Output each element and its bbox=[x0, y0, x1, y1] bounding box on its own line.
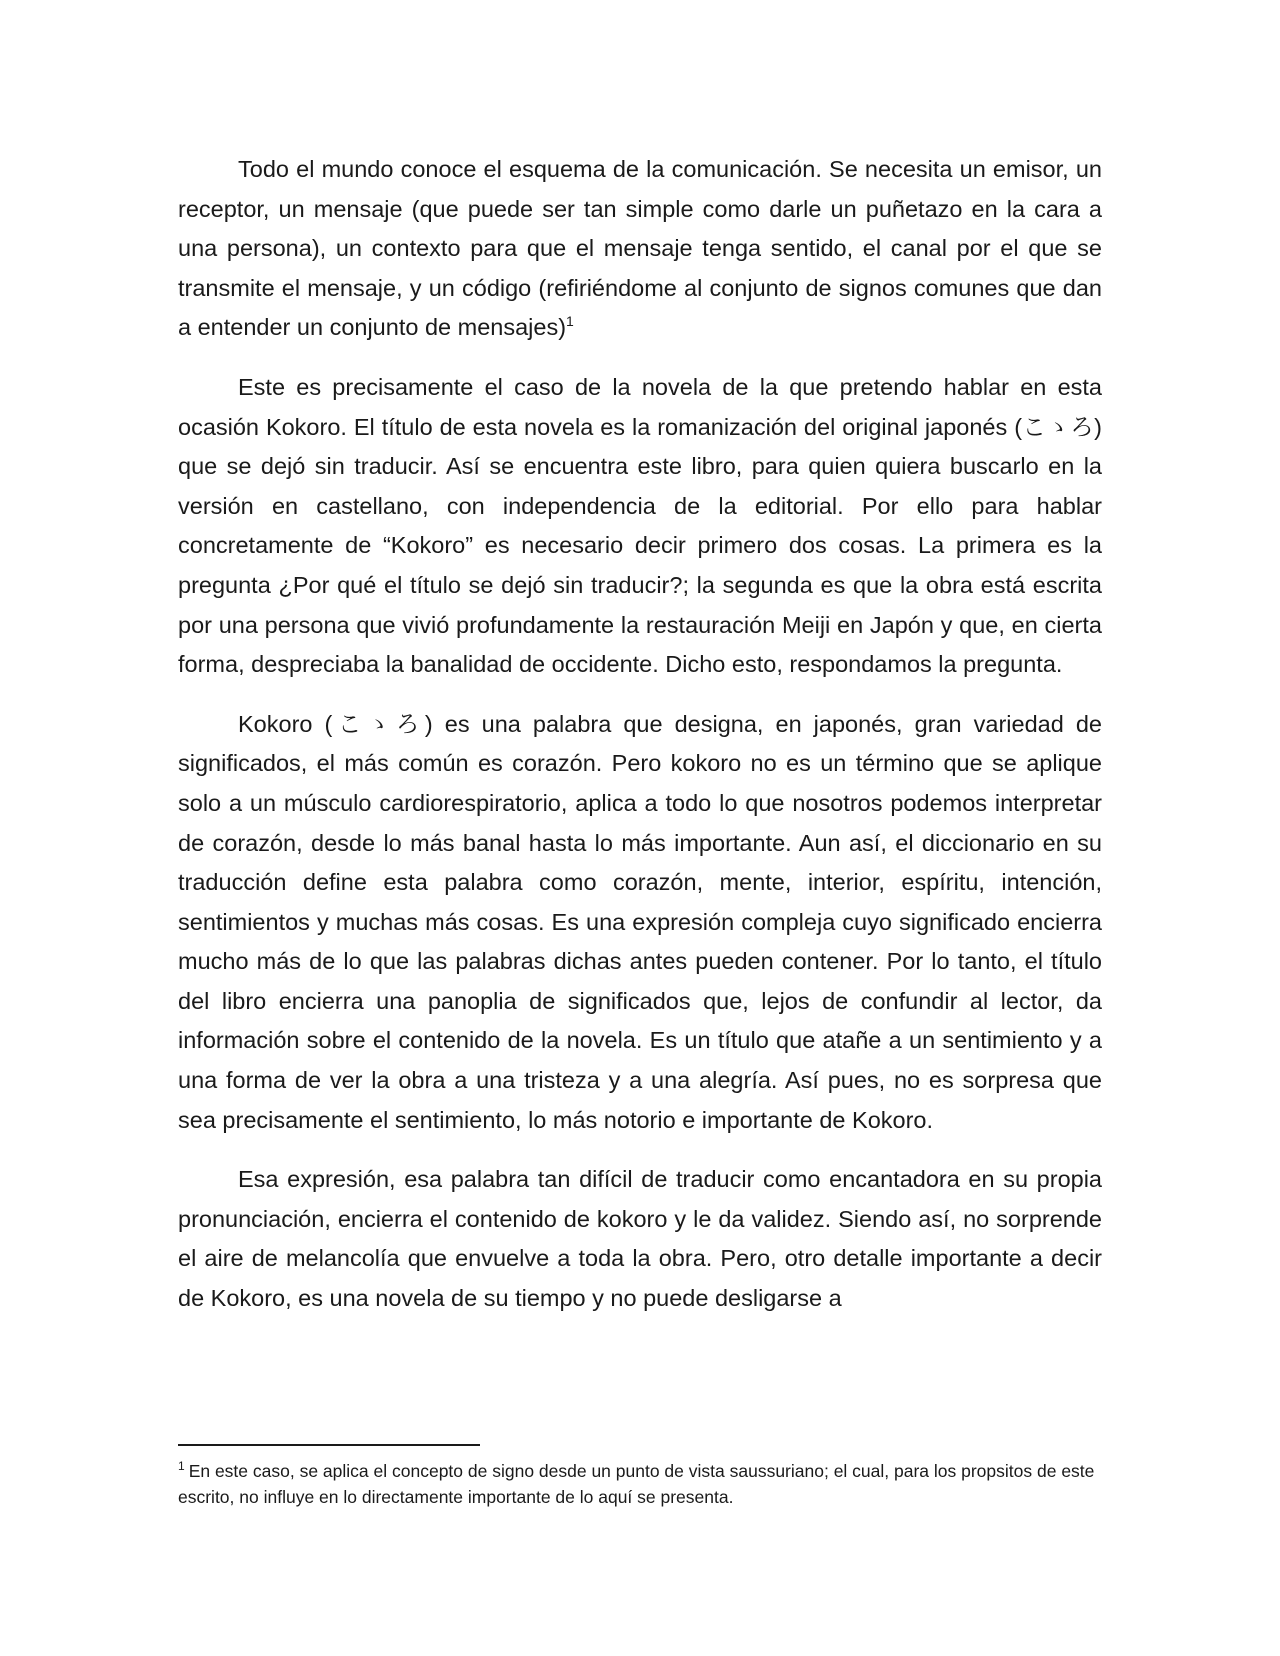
footnote-number: 1 bbox=[178, 1459, 185, 1474]
paragraph-3: Kokoro (こゝろ) es una palabra que designa, en japonés, gran variedad de significados, el más común es corazón. Pero kokoro no es un término que se aplique solo a un músculo cardiorespiratorio, aplica a todo lo que nosotros podemos interpretar de corazón, desde lo más banal hasta lo más importante. Aun así, el diccionario en su traducción define esta palabra como corazón, mente, interior, espíritu, intención, sentimientos y muchas más cosas. Es una expresión compleja cuyo significado encierra mucho más de lo que las palabras dichas antes pueden contener. Por lo tanto, el título del libro encierra una panoplia de significados que, lejos de confundir al lector, da información sobre el contenido de la novela. Es un título que atañe a un sentimiento y a una forma de ver la obra a una tristeza y a una alegría. Así pues, no es sorpresa que sea precisamente el sentimiento, lo más notorio e importante de Kokoro. bbox=[178, 710, 1102, 1133]
paragraph-1 bbox=[178, 150, 1102, 348]
document-body bbox=[178, 150, 1102, 1339]
paragraph-1-text: Todo el mundo conoce el esquema de la comunicación. Se necesita un emisor, un receptor, un mensaje (que puede ser tan simple como darle un puñetazo en la cara a una persona), un contexto para que el mensaje tenga sentido, el canal por el que se transmite el mensaje, y un código (refiriéndome al conjunto de signos comunes que dan a entender un conjunto de mensajes) bbox=[178, 156, 1102, 341]
footnote-reference[interactable]: 1 bbox=[566, 313, 574, 330]
paragraph-2: Este es precisamente el caso de la novela de la que pretendo hablar en esta ocasión Kokoro. El título de esta novela es la romanización del original japonés (こゝろ) que se dejó sin traducir. Así se encuentra este libro, para quien quiera buscarlo en la versión en castellano, con independencia de la editorial. Por ello para hablar concretamente de “Kokoro” es necesario decir primero dos cosas. La primera es la pregunta ¿Por qué el título se dejó sin traducir?; la segunda es que la obra está escrita por una persona que vivió profundamente la restauración Meiji en Japón y que, en cierta forma, despreciaba la banalidad de occidente. Dicho esto, respondamos la pregunta. bbox=[178, 373, 1102, 678]
footnote-text: En este caso, se aplica el concepto de signo desde un punto de vista saussuriano; el cual, para los propsitos de este escrito, no influye en lo directamente importante de lo aquí se presenta. bbox=[178, 1461, 1095, 1507]
footnote-separator bbox=[178, 1444, 480, 1446]
footnote bbox=[178, 1458, 1102, 1510]
paragraph-4: Esa expresión, esa palabra tan difícil de traducir como encantadora en su propia pronunciación, encierra el contenido de kokoro y le da validez. Siendo así, no sorprende el aire de melancolía que envuelve a toda la obra. Pero, otro detalle importante a decir de Kokoro, es una novela de su tiempo y no puede desligarse a bbox=[178, 1166, 1102, 1312]
